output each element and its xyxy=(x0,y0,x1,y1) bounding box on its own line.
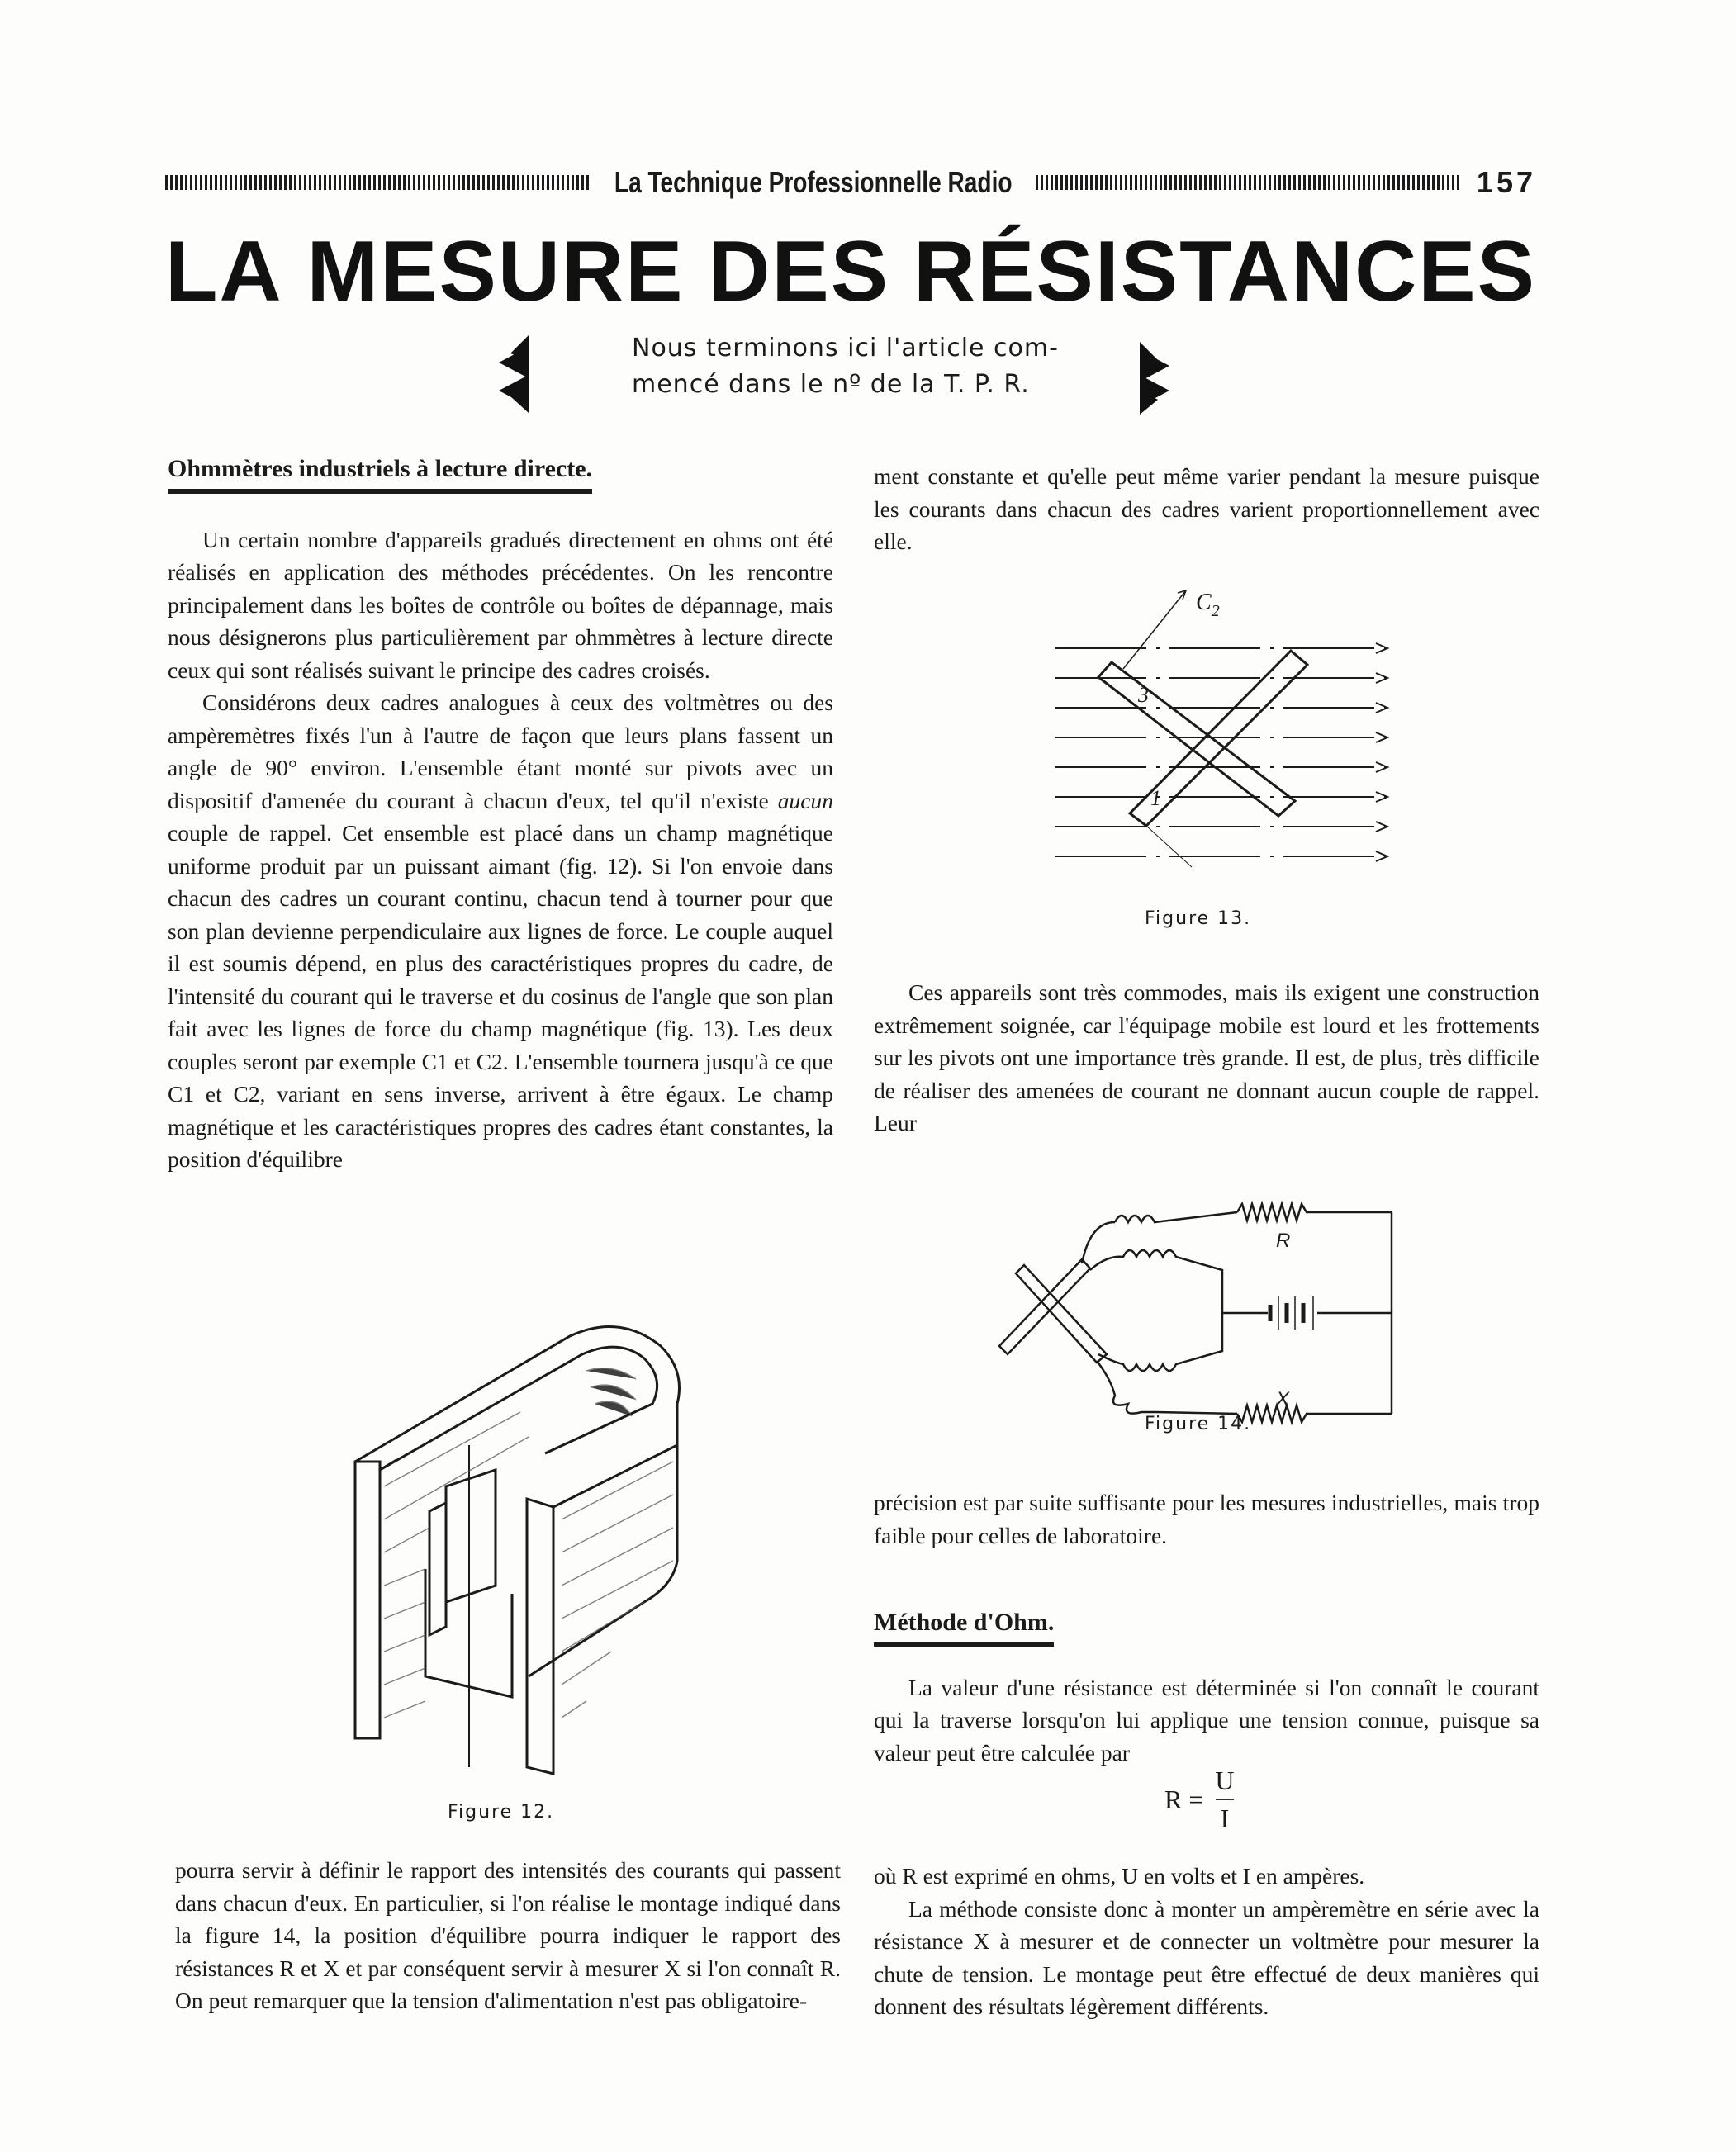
title-word: MESURE xyxy=(306,224,685,320)
coil-upper-inner xyxy=(1090,1250,1222,1313)
right-column-top xyxy=(874,460,1539,558)
title-word: LA xyxy=(165,224,283,320)
battery xyxy=(1270,1296,1313,1330)
paragraph: La valeur d'une résistance est déterminée si l'on connaît le courant qui la traverse lorsqu'on lui applique une tension connue, puisque sa valeur peut être calculée par xyxy=(874,1674,1539,1766)
right-column-middle xyxy=(874,976,1539,1140)
title-word: RÉSISTANCES xyxy=(913,224,1536,320)
label-frame-3: 3 xyxy=(1138,683,1149,707)
figure-13-crossed-frames xyxy=(1022,578,1402,892)
paragraph: La méthode consiste donc à monter un ampèremètre en série avec la résistance X à mesurer et de connecter un voltmètre pour mesurer la chute de tension. Le montage peut être effectué de deux manières qui donnent des résultats légèrement différents. xyxy=(874,1895,1539,2019)
running-head xyxy=(165,162,1536,203)
resistor-r xyxy=(1237,1204,1392,1221)
figure-12-caption: Figure 12. xyxy=(448,1802,555,1823)
label-frame-1: 1 xyxy=(1150,786,1161,810)
left-column-top xyxy=(168,453,833,1176)
field-line-arrowhead xyxy=(1376,673,1387,683)
figure-12-magnet-drawing xyxy=(347,1321,677,1784)
section-heading-ohmmetres: Ohmmètres industriels à lecture directe. xyxy=(168,453,592,494)
text-run: couple de rappel. Cet ensemble est placé dans un champ magnétique uniforme produit par un puissant aimant (fig. 12). Si l'on envoie dans chacun des cadres un courant continu, chacun tend à tourner pour que son plan devienne perpendiculaire aux lignes de force. Le couple auquel il est soumis dépend, en plus des caractéristiques propres du cadre, de l'intensité du courant qui le traverse et du cosinus de l'angle que son plan fait avec les lignes de force du champ magnétique (fig. 13). Les deux couples seront par exemple C1 et C2. L'ensemble tournera jusqu'à ce que C1 et C2, variant en sens inverse, arrivent à être égaux. Le champ magnétique et les caractéristiques propres des cadres étant constantes, la position d'équilibre xyxy=(168,820,833,1172)
running-head-rule-right xyxy=(1036,175,1462,190)
fraction-bar xyxy=(1216,1799,1234,1800)
label-r: R xyxy=(1276,1230,1291,1252)
figure-14-caption: Figure 14. xyxy=(1145,1414,1252,1434)
resistor-x xyxy=(1237,1405,1392,1422)
right-column-bottom xyxy=(874,1486,1539,1769)
numerator: U xyxy=(1215,1766,1235,1795)
coil-top xyxy=(1115,1212,1237,1222)
left-column-bottom xyxy=(175,1854,841,2017)
text-run: Considérons deux cadres analogues à ceux des voltmètres ou des ampèremètres fixés l'un à l'autre de façon que leurs plans fassent un angle de 90° environ. L'ensemble étant monté sur pivots avec un dispositif d'amenée du courant à chacun d'eux, tel qu'il n'existe xyxy=(168,690,833,813)
paragraph: pourra servir à définir le rapport des intensités des courants qui passent dans chacun d'eux. En particulier, si l'on réalise le montage indiqué dans la figure 14, la position d'équilibre pourra indiquer le rapport des résistances R et X et par conséquent servir à mesurer X si l'on connaît R. On peut remarquer que la tension d'alimentation n'est pas obligatoire- xyxy=(175,1857,841,2013)
coil-lower-inner xyxy=(1098,1313,1222,1371)
label-c2: $C_2$ xyxy=(1196,590,1220,620)
figure-13-caption: Figure 13. xyxy=(1145,908,1252,929)
field-line-arrowhead xyxy=(1376,822,1387,832)
label-x: X xyxy=(1276,1388,1290,1410)
paragraph: Un certain nombre d'appareils gradués directement en ohms ont été réalisés en application des méthodes précédentes. On les rencontre principalement dans les boîtes de contrôle ou boîtes de dépannage, mais nous désignerons plus particulièrement par ohmmètres à lecture directe ceux qui sont réalisés suivant le principe des cadres croisés. xyxy=(168,526,833,683)
right-triangles-ornament xyxy=(1140,342,1189,424)
fraction xyxy=(1215,1766,1234,1834)
figure-14-circuit xyxy=(991,1189,1404,1437)
field-line-arrowhead xyxy=(1376,643,1387,653)
field-line-arrowhead xyxy=(1376,851,1387,861)
emphasis: aucun xyxy=(777,787,833,813)
paragraph xyxy=(168,686,833,1176)
running-head-rule-left xyxy=(165,175,591,190)
right-column-end xyxy=(874,1860,1539,2023)
subtitle-line: mencé dans le nº de la T. P. R. xyxy=(632,370,1030,399)
field-line-arrowhead xyxy=(1376,792,1387,802)
section-heading-methode-ohm: Méthode d'Ohm. xyxy=(874,1606,1054,1647)
denominator: I xyxy=(1220,1804,1230,1833)
subtitle-text xyxy=(632,330,1059,403)
journal-name: La Technique Professionnelle Radio xyxy=(614,165,1013,199)
paragraph: où R est exprimé en ohms, U en volts et I en ampères. xyxy=(874,1863,1365,1889)
paragraph: précision est par suite suffisante pour les mesures industrielles, mais trop faible pour celles de laboratoire. xyxy=(874,1490,1539,1548)
paragraph: ment constante et qu'elle peut même varier pendant la mesure puisque les courants dans chacun des cadres varient proportionnellement avec elle. xyxy=(874,463,1539,554)
page-number: 157 xyxy=(1476,165,1536,199)
left-triangles-ornament xyxy=(496,335,545,418)
field-line-arrowhead xyxy=(1376,732,1387,742)
formula-ohms-law xyxy=(1164,1766,1235,1834)
field-line-arrowhead xyxy=(1376,703,1387,713)
subtitle-line: Nous terminons ici l'article com- xyxy=(632,334,1059,363)
formula-lhs: R = xyxy=(1164,1785,1204,1814)
frame-3 xyxy=(1098,662,1295,816)
field-line-arrowhead xyxy=(1376,762,1387,772)
subtitle-block xyxy=(496,330,1214,413)
paragraph: Ces appareils sont très commodes, mais ils exigent une construction extrêmement soignée, car l'équipage mobile est lourd et les frottements sur les pivots ont une importance très grande. Il est, de plus, très difficile de réaliser des amenées de courant ne donnant aucun couple de rappel. Leur xyxy=(874,979,1539,1135)
article-title xyxy=(165,223,1536,321)
title-word: DES xyxy=(708,224,890,320)
